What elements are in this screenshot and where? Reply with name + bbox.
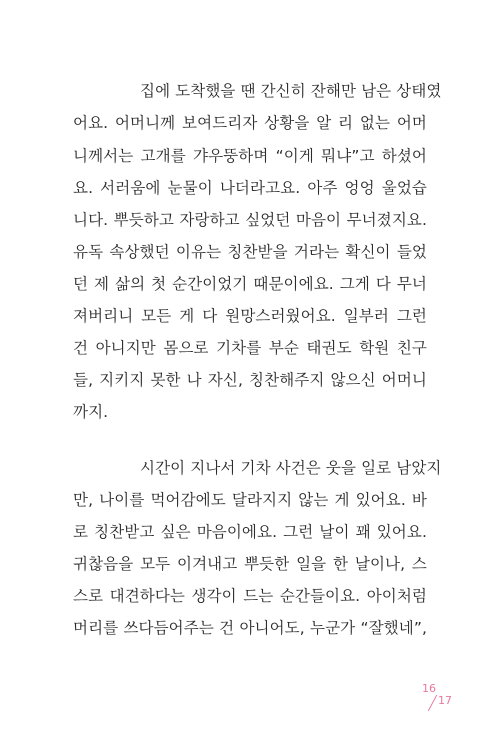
page-number-divider — [428, 695, 437, 711]
total-page-number: 17 — [438, 694, 452, 707]
text-line: 로 칭찬받고 싶은 마음이에요. 그런 날이 꽤 있어요. — [73, 523, 427, 541]
page-number — [420, 678, 456, 718]
text-line: 까지. — [73, 403, 109, 421]
text-line: 니다. 뿌듯하고 자랑하고 싶었던 마음이 무너졌지요. — [73, 211, 427, 229]
text-line: 귀찮음을 모두 이겨내고 뿌듯한 일을 한 날이나, 스 — [73, 555, 427, 573]
text-line: 어요. 어머니께 보여드리자 상황을 알 리 없는 어머 — [73, 114, 427, 132]
text-line: 져버리니 모든 게 다 원망스러웠어요. 일부러 그런 — [73, 307, 427, 325]
text-line: 만, 나이를 먹어감에도 달라지지 않는 게 있어요. 바 — [73, 491, 427, 509]
text-line: 집에 도착했을 땐 간신히 잔해만 남은 상태였 — [140, 82, 442, 100]
text-line: 던 제 삶의 첫 순간이었기 때문이에요. 그게 다 무너 — [73, 275, 427, 293]
text-line: 니께서는 고개를 갸우뚱하며 “이게 뭐냐”고 하셨어 — [73, 147, 427, 165]
text-line: 시간이 지나서 기차 사건은 웃을 일로 남았지 — [140, 459, 442, 477]
text-line: 건 아니지만 몸으로 기차를 부순 태권도 학원 친구 — [73, 339, 427, 357]
text-line: 머리를 쓰다듬어주는 건 아니어도, 누군가 “잘했네”, — [73, 619, 427, 637]
text-line: 유독 속상했던 이유는 칭찬받을 거라는 확신이 들었 — [73, 243, 427, 261]
text-line: 요. 서러움에 눈물이 나더라고요. 아주 엉엉 울었습 — [73, 179, 427, 197]
text-line: 들, 지키지 못한 나 자신, 칭찬해주지 않으신 어머니 — [73, 371, 427, 389]
current-page-number: 16 — [422, 682, 436, 695]
text-line: 스로 대견하다는 생각이 드는 순간들이요. 아이처럼 — [73, 587, 427, 605]
